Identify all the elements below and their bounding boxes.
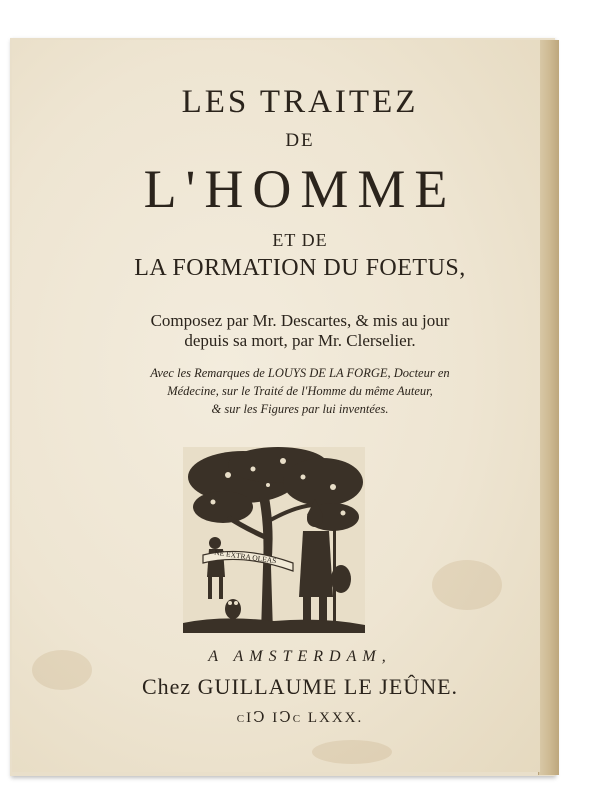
title-line-4: ET DE	[272, 230, 328, 250]
title-line-2: DE	[285, 130, 315, 151]
title-line-1: LES TRAITEZ	[181, 84, 419, 120]
imprint-place: A AMSTERDAM,	[208, 648, 392, 665]
imprint-date: cIↃ IↃc LXXX.	[236, 710, 364, 726]
remarks-line-3: & sur les Figures par lui inventées.	[211, 402, 389, 416]
remarks-line-1: Avec les Remarques de LOUYS DE LA FORGE, Docteur en	[150, 366, 450, 380]
printers-device-woodcut	[183, 447, 365, 633]
foxing-stain	[312, 740, 392, 764]
foxing-stain	[432, 560, 502, 610]
title-line-3: L'HOMME	[143, 159, 457, 219]
author-line-1: Composez par Mr. Descartes, & mis au jour	[150, 311, 450, 330]
author-line-2: depuis sa mort, par Mr. Clerselier.	[184, 331, 416, 350]
imprint-publisher: Chez GUILLAUME LE JEÛNE.	[141, 674, 459, 699]
banner-motto: NE EXTRA OLEAS	[213, 547, 277, 566]
title-line-5: LA FORMATION DU FOETUS,	[134, 255, 466, 281]
remarks-line-2: Médecine, sur le Traité de l'Homme du même Auteur,	[167, 384, 433, 398]
